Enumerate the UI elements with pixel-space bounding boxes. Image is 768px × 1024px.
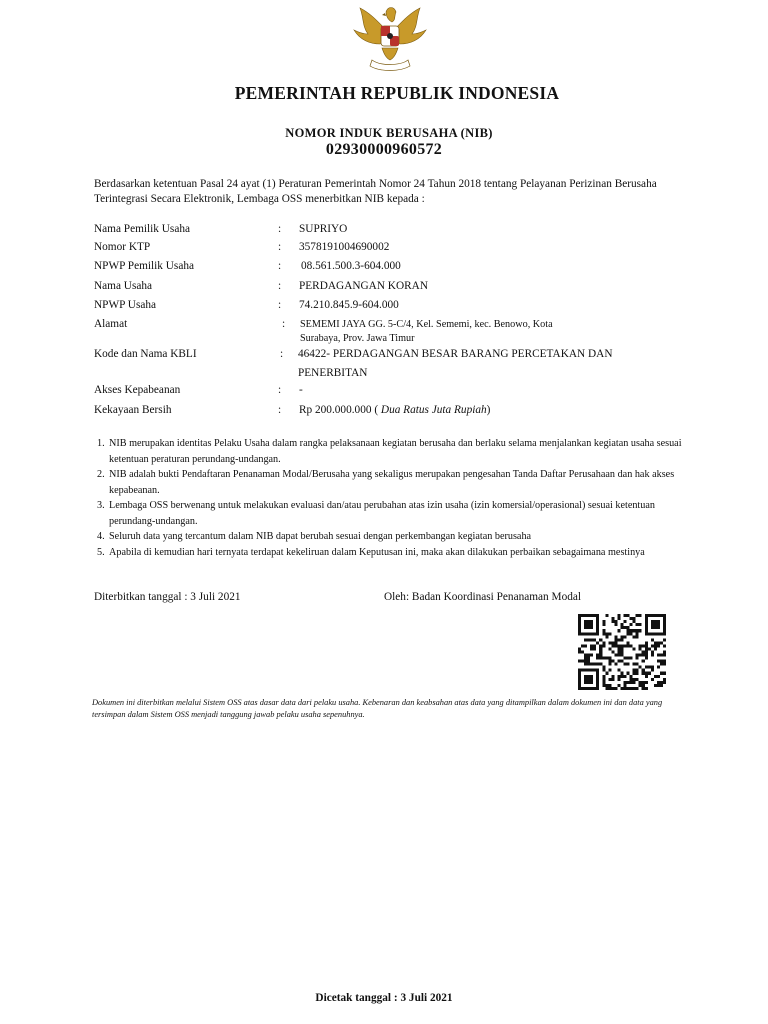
field-value-address-line2: Surabaya, Prov. Jawa Timur — [300, 333, 415, 344]
field-label-address: Alamat — [94, 318, 128, 330]
field-colon: : — [278, 404, 282, 416]
field-colon: : — [278, 384, 282, 396]
field-label-business-npwp: NPWP Usaha — [94, 299, 157, 311]
issued-date: Diterbitkan tanggal : 3 Juli 2021 — [94, 591, 241, 603]
note-number: 1. — [97, 438, 105, 449]
net-worth-close: ) — [486, 404, 491, 416]
note-text: Apabila di kemudian hari ternyata terdapat kekeliruan dalam Keputusan ini, maka akan dilakukan perbaikan sebagaimana mestinya — [109, 546, 645, 558]
field-label-owner-name: Nama Pemilik Usaha — [94, 223, 191, 235]
field-label-business-name: Nama Usaha — [94, 280, 153, 292]
printed-date: Dicetak tanggal : 3 Juli 2021 — [315, 992, 453, 1004]
field-label-net-worth: Kekayaan Bersih — [94, 404, 172, 416]
net-worth-words: Dua Ratus Juta Rupiah — [380, 404, 487, 416]
list-item — [94, 529, 684, 545]
nib-heading: NOMOR INDUK BERUSAHA (NIB) — [285, 126, 493, 140]
field-label-customs: Akses Kepabeanan — [94, 384, 181, 396]
field-label-kbli: Kode dan Nama KBLI — [94, 348, 197, 360]
note-number: 4. — [97, 531, 105, 542]
field-value-owner-npwp: 08.561.500.3-604.000 — [301, 260, 401, 272]
document-title: PEMERINTAH REPUBLIK INDONESIA — [234, 83, 560, 103]
note-text: Lembaga OSS berwenang untuk melakukan evaluasi dan/atau perubahan atas izin usaha (izin komersial/operasional) sesuai ketentuan perundang-undangan. — [109, 500, 655, 527]
field-colon: : — [278, 299, 282, 311]
note-text: NIB merupakan identitas Pelaku Usaha dalam rangka pelaksanaan kegiatan berusaha dan berlaku selama menjalankan kegiatan usaha sesuai ketentuan peraturan perundang-undangan. — [109, 438, 682, 465]
note-number: 2. — [97, 469, 105, 480]
field-value-ktp: 3578191004690002 — [299, 241, 390, 253]
field-colon: : — [278, 280, 282, 292]
field-value-kbli-line2: PENERBITAN — [298, 367, 368, 379]
field-colon: : — [278, 223, 282, 235]
net-worth-amount: Rp 200.000.000 ( — [299, 404, 379, 416]
notes-list — [94, 436, 684, 560]
field-value-business-npwp: 74.210.845.9-604.000 — [299, 299, 399, 311]
issuer-name: Oleh: Badan Koordinasi Penanaman Modal — [384, 591, 582, 603]
list-item — [94, 545, 684, 561]
list-item — [94, 436, 684, 467]
list-item — [94, 498, 684, 529]
note-text: Seluruh data yang tercantum dalam NIB dapat berubah sesuai dengan perkembangan kegiatan berusaha — [109, 531, 532, 542]
disclaimer-text: Dokumen ini diterbitkan melalui Sistem OSS atas dasar data dari pelaku usaha. Kebenaran dan keabsahan atas data yang ditampilkan dalam dokumen ini dan data yang tersimpan dalam Sistem OSS menjadi tanggung jawab pelaku usaha sepenuhnya. — [92, 698, 663, 719]
field-value-address-line1: SEMEMI JAYA GG. 5-C/4, Kel. Sememi, kec. Benowo, Kota — [300, 319, 553, 330]
list-item — [94, 467, 684, 498]
field-value-business-name: PERDAGANGAN KORAN — [299, 280, 428, 292]
field-label-ktp: Nomor KTP — [94, 241, 151, 253]
field-value-customs: - — [299, 384, 303, 396]
field-colon: : — [278, 241, 282, 253]
field-colon: : — [280, 348, 284, 360]
note-number: 5. — [97, 546, 105, 558]
qr-code-icon[interactable] — [578, 614, 666, 690]
note-number: 3. — [97, 500, 105, 511]
garuda-emblem-icon — [350, 4, 430, 72]
note-text: NIB adalah bukti Pendaftaran Penanaman Modal/Berusaha yang sekaligus merupakan pengesahan Tanda Daftar Perusahaan dan hak akses kepabeanan. — [109, 469, 675, 496]
nib-number: 02930000960572 — [325, 141, 443, 158]
intro-paragraph: Berdasarkan ketentuan Pasal 24 ayat (1) Peraturan Pemerintah Nomor 24 Tahun 2018 tentang Pelayanan Perizinan Berusaha Terintegrasi Secara Elektronik, Lembaga OSS menerbitkan NIB kepada : — [94, 178, 657, 205]
field-colon: : — [278, 260, 282, 272]
field-value-owner-name: SUPRIYO — [299, 223, 348, 235]
field-colon: : — [282, 318, 286, 330]
field-label-owner-npwp: NPWP Pemilik Usaha — [94, 260, 194, 272]
field-value-kbli-line1: 46422- PERDAGANGAN BESAR BARANG PERCETAKAN DAN — [298, 348, 613, 360]
field-value-net-worth — [299, 402, 490, 419]
